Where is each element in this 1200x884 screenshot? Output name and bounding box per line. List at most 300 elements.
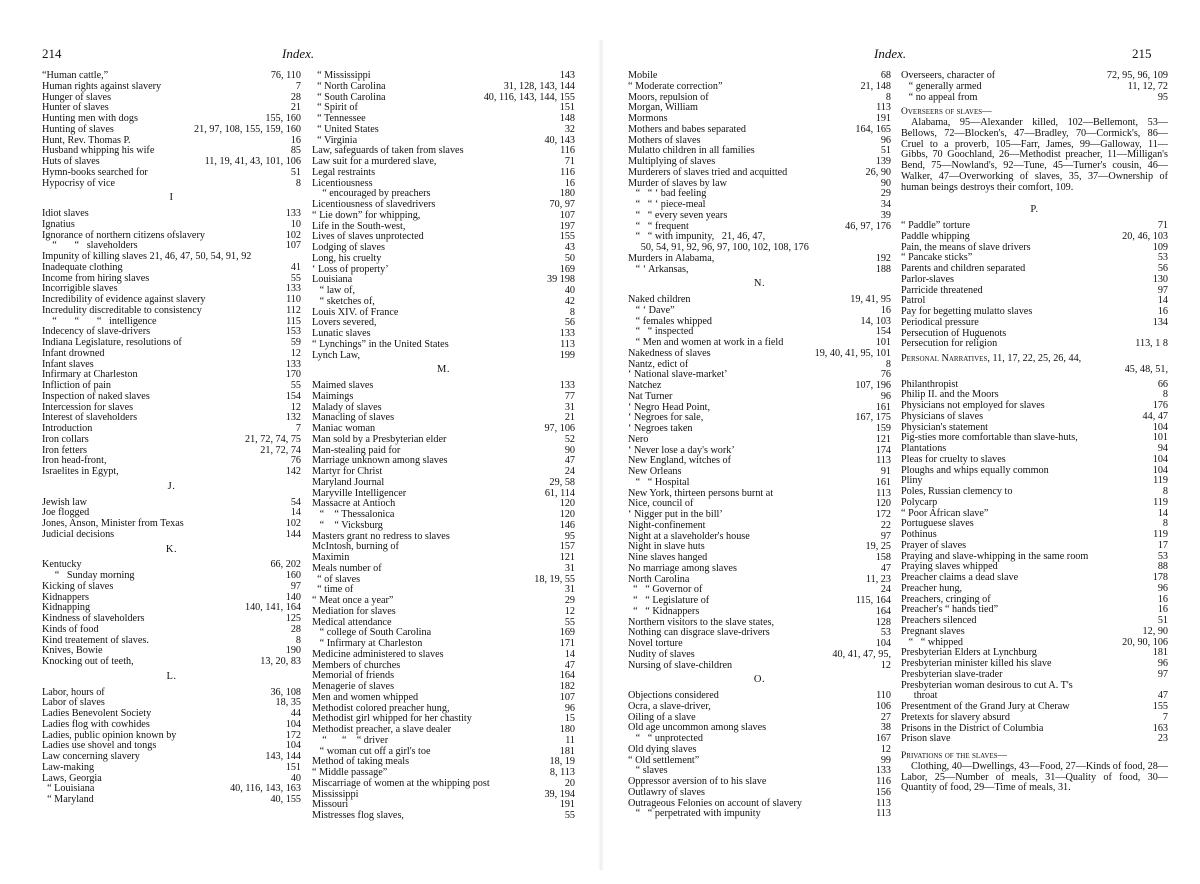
entry-pages: 31 (564, 562, 575, 574)
entry-term: Inadequate clothing (42, 261, 123, 273)
entry-term: Law concerning slavery (42, 751, 140, 762)
entry-term: Pregnant slaves (901, 625, 965, 637)
entry-pages: 66, 202 (270, 559, 301, 571)
entry-term: Hunting men with dogs (42, 113, 138, 124)
entry-pages: 32 (564, 123, 575, 135)
index-entry (628, 82, 891, 93)
entry-term: Outlawry of slaves (628, 786, 705, 798)
entry-term: New York, thirteen persons burnt at (628, 487, 774, 499)
index-entry (901, 466, 1168, 477)
entry-term: Hunt, Rev. Thomas P. (42, 134, 131, 146)
entry-pages: 55 (564, 810, 575, 821)
entry-term: Night-confinement (628, 519, 706, 531)
entry-term: ‘ Never lose a day's work’ (628, 444, 735, 456)
entry-pages: 14 (290, 507, 301, 519)
entry-term: Menagerie of slaves (312, 681, 395, 692)
entry-pages: 16 (564, 177, 575, 189)
entry-term: Licentiousness of slavedrivers (312, 199, 436, 210)
entry-term: Hunger of slaves (42, 91, 112, 103)
entry-term: Infant drowned (42, 347, 105, 359)
entry-pages: 170 (285, 369, 301, 381)
entry-pages: 41 (290, 261, 301, 273)
index-entry (901, 681, 1168, 692)
entry-pages: 116 (876, 776, 891, 787)
index-column-left-2 (312, 71, 575, 822)
entry-pages: 119 (1153, 496, 1168, 508)
entry-term: Preachers silenced (901, 615, 977, 626)
entry-term: Kinds of food (42, 623, 99, 635)
entry-pages: 94 (1157, 443, 1168, 454)
entry-pages: 95 (1157, 91, 1168, 103)
entry-pages: 7 (1162, 711, 1168, 723)
entry-pages: 116 (560, 145, 575, 157)
entry-pages: 119 (1153, 475, 1168, 487)
entry-term: “ “ unprotected (628, 733, 703, 744)
entry-term: Incredulity discreditable to consistency (42, 304, 202, 316)
entry-pages: 31 (564, 401, 575, 413)
entry-term: Incorrigible slaves (42, 283, 118, 295)
entry-term: Man-stealing paid for (312, 444, 401, 456)
entry-term: Marriage unknown among slaves (312, 455, 448, 467)
entry-pages: 12 (290, 347, 301, 359)
index-entry (901, 713, 1168, 724)
index-entry (901, 670, 1168, 681)
entry-term: Laws, Georgia (42, 772, 102, 784)
entry-pages: 8 (885, 91, 891, 103)
entry-term: Members of churches (312, 659, 401, 671)
section-letter: O. (753, 674, 766, 686)
running-title: Index. (874, 46, 907, 61)
entry-term: Huts of slaves (42, 156, 100, 167)
index-entry (628, 702, 891, 713)
entry-term: “ “ Governor of (628, 584, 703, 596)
entry-term: Portuguese slaves (901, 518, 974, 530)
entry-pages: 104 (285, 740, 301, 752)
entry-term: Prison slave (901, 733, 951, 745)
entry-pages: 18, 35 (275, 697, 301, 709)
entry-pages: 113 (560, 338, 575, 350)
entry-pages: 11, 12, 72 (1127, 80, 1168, 92)
entry-pages: 164 (875, 605, 891, 617)
entry-pages: 8 (1162, 518, 1168, 530)
entry-pages: 155 (559, 231, 575, 243)
entry-pages: 51 (880, 145, 891, 157)
entry-term: Lynch Law, (312, 349, 360, 361)
right-page (600, 0, 1200, 884)
entry-term: Mormons (628, 113, 668, 124)
index-entry (628, 370, 891, 381)
entry-term: Memorial of friends (312, 670, 395, 682)
entry-term: “ “ Thessalonica (312, 509, 395, 520)
entry-term: ‘ Loss of property’ (312, 263, 389, 275)
entry-term: Lovers severed, (312, 317, 377, 329)
entry-pages: 16 (880, 304, 891, 316)
index-entry (901, 232, 1168, 243)
entry-pages: 110 (286, 294, 301, 305)
entry-pages: 197 (559, 220, 575, 232)
entry-term: Nudity of slaves (628, 648, 695, 660)
entry-pages: 8 (1162, 389, 1168, 401)
entry-pages: 107, 196 (855, 380, 891, 391)
entry-pages: 70, 97 (549, 199, 575, 210)
entry-term: Nine slaves hanged (628, 552, 708, 563)
entry-pages: 148 (559, 113, 575, 124)
entry-term: Pleas for cruelty to slaves (901, 453, 1006, 465)
entry-term: “ Meat once a year” (312, 595, 394, 606)
entry-pages: 20, 90, 106 (1122, 636, 1168, 648)
entry-term: “ Old settlement” (628, 754, 700, 766)
index-entry (628, 661, 891, 672)
entry-pages: 53 (1157, 252, 1168, 264)
entry-pages: 107 (285, 240, 301, 252)
index-entry (42, 168, 301, 179)
entry-term: Night in slave huts (628, 541, 705, 553)
entry-term: Labor, hours of (42, 686, 105, 698)
entry-pages: 134 (1152, 316, 1168, 328)
entry-pages: 181 (559, 745, 575, 757)
entry-pages: 97 (1157, 284, 1168, 296)
entry-term: Pothinus (901, 529, 937, 540)
entry-pages: 181 (1152, 647, 1168, 659)
entry-pages: 47 (1157, 690, 1168, 702)
entry-term: Persecution of Huguenots (901, 327, 1007, 339)
entry-term: Nantz, edict of (628, 358, 689, 370)
section-letter: M. (437, 364, 450, 376)
entry-pages: 182 (559, 681, 575, 692)
entry-term: Preacher claims a dead slave (901, 572, 1019, 583)
index-entry (42, 795, 301, 806)
index-entry (628, 392, 891, 403)
entry-pages: 53 (1157, 550, 1168, 562)
entry-term: “ Lynchings” in the United States (312, 338, 449, 350)
index-entry (312, 790, 575, 801)
entry-pages: 90 (880, 177, 891, 189)
entry-pages: 14 (1157, 507, 1168, 519)
entry-term: Infirmary at Charleston (42, 369, 138, 381)
entry-term: Moors, repulsion of (628, 91, 709, 103)
entry-term: Pay for begetting mulatto slaves (901, 306, 1033, 317)
entry-pages: 14, 103 (860, 315, 891, 327)
entry-term: Jones, Anson, Minister from Texas (42, 518, 184, 529)
entry-pages: 14 (1157, 295, 1168, 307)
entry-term: Ladies, public opinion known by (42, 729, 177, 741)
index-entry (312, 650, 575, 661)
index-entry (42, 179, 301, 190)
entry-pages: 8 (1162, 486, 1168, 497)
privations-entries: Clothing, 40—Dwellings, 43—Food, 27—Kinds of food, 28—Labor, 25—Number of meals, 31—Quality of food, 30—Quantity of food, 29—Time of meals, 31. (901, 760, 1168, 794)
entry-pages: 104 (1152, 421, 1168, 433)
index-entry (312, 478, 575, 489)
entry-pages: 55 (564, 616, 575, 628)
entry-pages: 13, 20, 83 (260, 656, 301, 667)
entry-term: Plantations (901, 443, 947, 454)
right-page-header (600, 46, 1200, 64)
index-entry (42, 349, 301, 360)
index-entry (312, 125, 575, 136)
entry-term: “ Spirit of (312, 102, 358, 114)
entry-term: Labor of slaves (42, 697, 105, 709)
index-entry (42, 392, 301, 403)
entry-term: “ “ slaveholders (42, 240, 138, 252)
entry-term: Indecency of slave-drivers (42, 326, 151, 338)
entry-term: Jewish law (42, 496, 87, 508)
entry-term: Pretexts for slavery absurd (901, 711, 1010, 723)
entry-pages: 61, 114 (544, 487, 575, 499)
index-column-right-2 (901, 71, 1168, 794)
entry-term: Nakedness of slaves (628, 347, 711, 359)
entry-pages: 167, 175 (855, 412, 891, 424)
entry-term: Licentiousness (312, 177, 373, 189)
entry-term: McIntosh, burning of (312, 541, 399, 553)
overseers-entries: Alabama, 95—Alexander killed, 102—Bellemont, 53—Bellows, 72—Blocken's, 47—Bradley, 70—Cormick's, 86—Cruel to a proverb, 105—Farr, James, 99—Galloway, 11—Gibbs, 70 Goochland, 26—Methodist preacher, 11—Milligan's Bend, 75—Nowland's, 92—Tune, 45—Turner's cousin, 46—Walker, 47—Overworking of slaves, 35, 37—Ownership of human beings destroys their comfort, 109. (901, 117, 1168, 193)
entry-term: “ Tennessee (312, 113, 366, 124)
entry-term: Methodist colored preacher hung, (312, 702, 450, 714)
entry-pages: 29 (564, 595, 575, 606)
index-entry (42, 530, 301, 541)
index-entry (628, 521, 891, 532)
index-entry (901, 498, 1168, 509)
entry-term: “ no appeal from (901, 91, 978, 103)
entry-term: Kicking of slaves (42, 580, 114, 592)
entry-pages: 153 (285, 326, 301, 338)
entry-pages: 180 (559, 724, 575, 735)
index-entry (312, 254, 575, 265)
entry-pages: 19, 25 (865, 541, 891, 553)
entry-term: Iron fetters (42, 444, 87, 456)
entry-term: Malady of slaves (312, 401, 382, 413)
entry-term: Presbyterian minister killed his slave (901, 658, 1052, 669)
entry-term: “ “ Vicksburg (312, 519, 383, 531)
entry-term: Incredibility of evidence against slavery (42, 294, 206, 305)
entry-term: Lunatic slaves (312, 328, 371, 339)
entry-term: ‘ National slave-market’ (628, 369, 728, 381)
entry-term: Novel torture (628, 638, 683, 649)
entry-term: Men and women whipped (312, 691, 419, 703)
entry-term: Mothers of slaves (628, 134, 701, 146)
entry-pages: 52 (564, 433, 575, 445)
entry-pages: 11, 23 (865, 573, 891, 585)
entry-pages: 161 (875, 401, 891, 413)
index-entry (628, 478, 891, 489)
index-entry (312, 736, 575, 747)
entry-pages: 116 (560, 166, 575, 178)
entry-term: “ “ frequent (628, 220, 689, 232)
page-number: 214 (42, 46, 62, 61)
entry-pages: 23 (1157, 733, 1168, 745)
entry-term: Maimings (312, 390, 354, 402)
entry-pages: 133 (285, 283, 301, 295)
index-entry (901, 455, 1168, 466)
index-entry (42, 125, 301, 136)
index-entry (42, 263, 301, 274)
entry-pages: 113 (876, 102, 891, 114)
entry-pages: 139 (875, 156, 891, 167)
index-entry (312, 542, 575, 553)
entry-term: Presbyterian woman desirous to cut A. T's (901, 679, 1073, 691)
index-entry (628, 745, 891, 756)
entry-pages: 99 (880, 754, 891, 766)
index-entry (901, 318, 1168, 329)
entry-term: Oiling of a slave (628, 711, 696, 723)
entry-term: Iron collars (42, 433, 89, 445)
section-letter: L. (166, 670, 177, 682)
entry-pages: 12, 90 (1142, 625, 1168, 637)
entry-pages: 8 (885, 358, 891, 370)
entry-term: Paddle whipping (901, 230, 970, 242)
entry-term: “ slaves (628, 765, 668, 777)
entry-pages: 47 (880, 562, 891, 574)
entry-term: “ generally armed (901, 80, 982, 92)
entry-pages: 113 (876, 455, 891, 467)
entry-pages: 16 (1157, 306, 1168, 317)
index-entry (628, 349, 891, 360)
entry-term: Legal restraints (312, 166, 376, 178)
entry-pages: 8 (295, 177, 301, 189)
entry-pages: 72, 95, 96, 109 (1106, 70, 1168, 81)
entry-term: Iron head-front, (42, 455, 107, 467)
entry-term: Mothers and babes separated (628, 123, 746, 135)
entry-pages: 115 (286, 315, 301, 327)
entry-pages: 76 (290, 455, 301, 467)
index-entry (312, 297, 575, 308)
entry-term: “ North Carolina (312, 80, 386, 92)
entry-term: Outrageous Felonies on account of slavery (628, 797, 802, 809)
index-entry (42, 625, 301, 636)
entry-pages: 192 (875, 252, 891, 264)
entry-term: Northern visitors to the slave states, (628, 616, 774, 628)
entry-term: Method of taking meals (312, 756, 410, 768)
entry-term: ‘ Negroes for sale, (628, 412, 704, 424)
entry-term: Objections considered (628, 690, 719, 701)
entry-pages: 95 (564, 530, 575, 542)
entry-pages: 76, 110 (270, 70, 301, 81)
index-entry (901, 82, 1168, 93)
entry-pages: 77 (564, 390, 575, 402)
entry-pages: 159 (875, 423, 891, 434)
entry-pages: 151 (285, 761, 301, 773)
index-entry (42, 582, 301, 593)
section-letter: I (169, 192, 174, 204)
entry-term: “ Louisiana (42, 783, 95, 795)
entry-pages: 113 (876, 487, 891, 499)
entry-pages: 91 (880, 466, 891, 477)
entry-pages: 56 (1157, 263, 1168, 274)
entry-pages: 39, 194 (544, 788, 575, 800)
entry-pages: 29 (880, 188, 891, 200)
entry-term: Overseers, character of (901, 70, 996, 81)
index-entry (42, 306, 301, 317)
entry-term: “ Infirmary at Charleston (312, 638, 423, 649)
entry-pages: 55 (290, 380, 301, 391)
entry-pages: 104 (1152, 453, 1168, 465)
entry-pages: 51 (290, 166, 301, 178)
entry-pages: 143 (559, 70, 575, 81)
entry-term: “ Middle passage” (312, 767, 388, 778)
entry-pages: 133 (559, 328, 575, 339)
entry-term: Physicians not employed for slaves (901, 400, 1045, 411)
entry-term: Night at a slaveholder's house (628, 530, 750, 542)
entry-pages: 7 (295, 80, 301, 92)
entry-term: “Human cattle,” (42, 70, 109, 81)
entry-term: “ “ with impunity, 21, 46, 47, (628, 231, 766, 243)
entry-term: Impunity of killing slaves 21, 46, 47, 50, 54, 91, 92 (42, 251, 252, 262)
index-entry (901, 584, 1168, 595)
entry-pages: 164 (559, 670, 575, 682)
entry-term: “ “ perpetrated with impunity (628, 808, 761, 820)
entry-pages: 20 (564, 777, 575, 789)
left-page-header (0, 46, 600, 64)
entry-pages: 101 (1152, 432, 1168, 444)
entry-term: Maimed slaves (312, 380, 374, 391)
index-entry (628, 254, 891, 265)
entry-term: Meals number of (312, 562, 382, 574)
entry-pages: 119 (1153, 529, 1168, 540)
entry-pages: 34 (880, 199, 891, 210)
entry-term: Murders in Alabama, (628, 252, 715, 264)
entry-term: Judicial decisions (42, 528, 115, 540)
entry-pages: 154 (285, 390, 301, 402)
entry-pages: 156 (875, 786, 891, 798)
entry-term: Louisiana (312, 274, 353, 286)
entry-term: Polycarp (901, 496, 938, 508)
entry-pages: 191 (559, 799, 575, 811)
entry-term: “ ‘ Dave” (628, 304, 675, 316)
entry-term: Mistresses flog slaves, (312, 810, 404, 821)
entry-term: Ladies flog with cowhides (42, 718, 150, 730)
entry-term: Maximin (312, 552, 350, 563)
entry-pages: 20, 46, 103 (1122, 230, 1168, 242)
entry-pages: 40, 116, 143, 163 (230, 783, 301, 795)
entry-pages: 71 (564, 156, 575, 167)
entry-pages: 21 (564, 412, 575, 424)
entry-term: “ Moderate correction” (628, 80, 723, 92)
entry-term: “ “ Legislature of (628, 595, 710, 606)
entry-pages: 121 (875, 433, 891, 445)
index-entry (628, 650, 891, 661)
entry-term: Man sold by a Presbyterian elder (312, 433, 447, 445)
entry-term: Maryland Journal (312, 476, 385, 488)
entry-pages: 47 (564, 455, 575, 467)
entry-pages: 143, 144 (265, 751, 301, 762)
entry-pages: 40, 143 (544, 134, 575, 146)
entry-term: Preacher hung, (901, 582, 963, 594)
entry-pages: 133 (285, 358, 301, 370)
entry-pages: 11 (565, 734, 575, 746)
entry-term: “ “ Hospital (628, 476, 690, 488)
entry-pages: 97 (880, 530, 891, 542)
entry-term: Husband whipping his wife (42, 145, 155, 157)
entry-pages: 26, 90 (865, 166, 891, 178)
entry-term: “ Mississippi (312, 70, 371, 81)
index-entry (628, 435, 891, 446)
index-entry (628, 265, 891, 276)
entry-pages: 18, 19 (549, 756, 575, 768)
entry-term: Ploughs and whips equally common (901, 464, 1049, 476)
entry-term: Hunter of slaves (42, 102, 109, 114)
entry-pages: 24 (564, 466, 575, 477)
entry-term: Praying slaves whipped (901, 561, 998, 573)
entry-pages: 130 (1152, 273, 1168, 285)
entry-pages: 47 (564, 659, 575, 671)
index-entry (42, 720, 301, 731)
entry-pages: 199 (559, 349, 575, 361)
index-entry (312, 521, 575, 532)
entry-pages: 31 (564, 584, 575, 596)
entry-pages: 96 (564, 702, 575, 714)
entry-pages: 36, 108 (270, 686, 301, 698)
entry-pages: 104 (285, 718, 301, 730)
index-entry (312, 607, 575, 618)
